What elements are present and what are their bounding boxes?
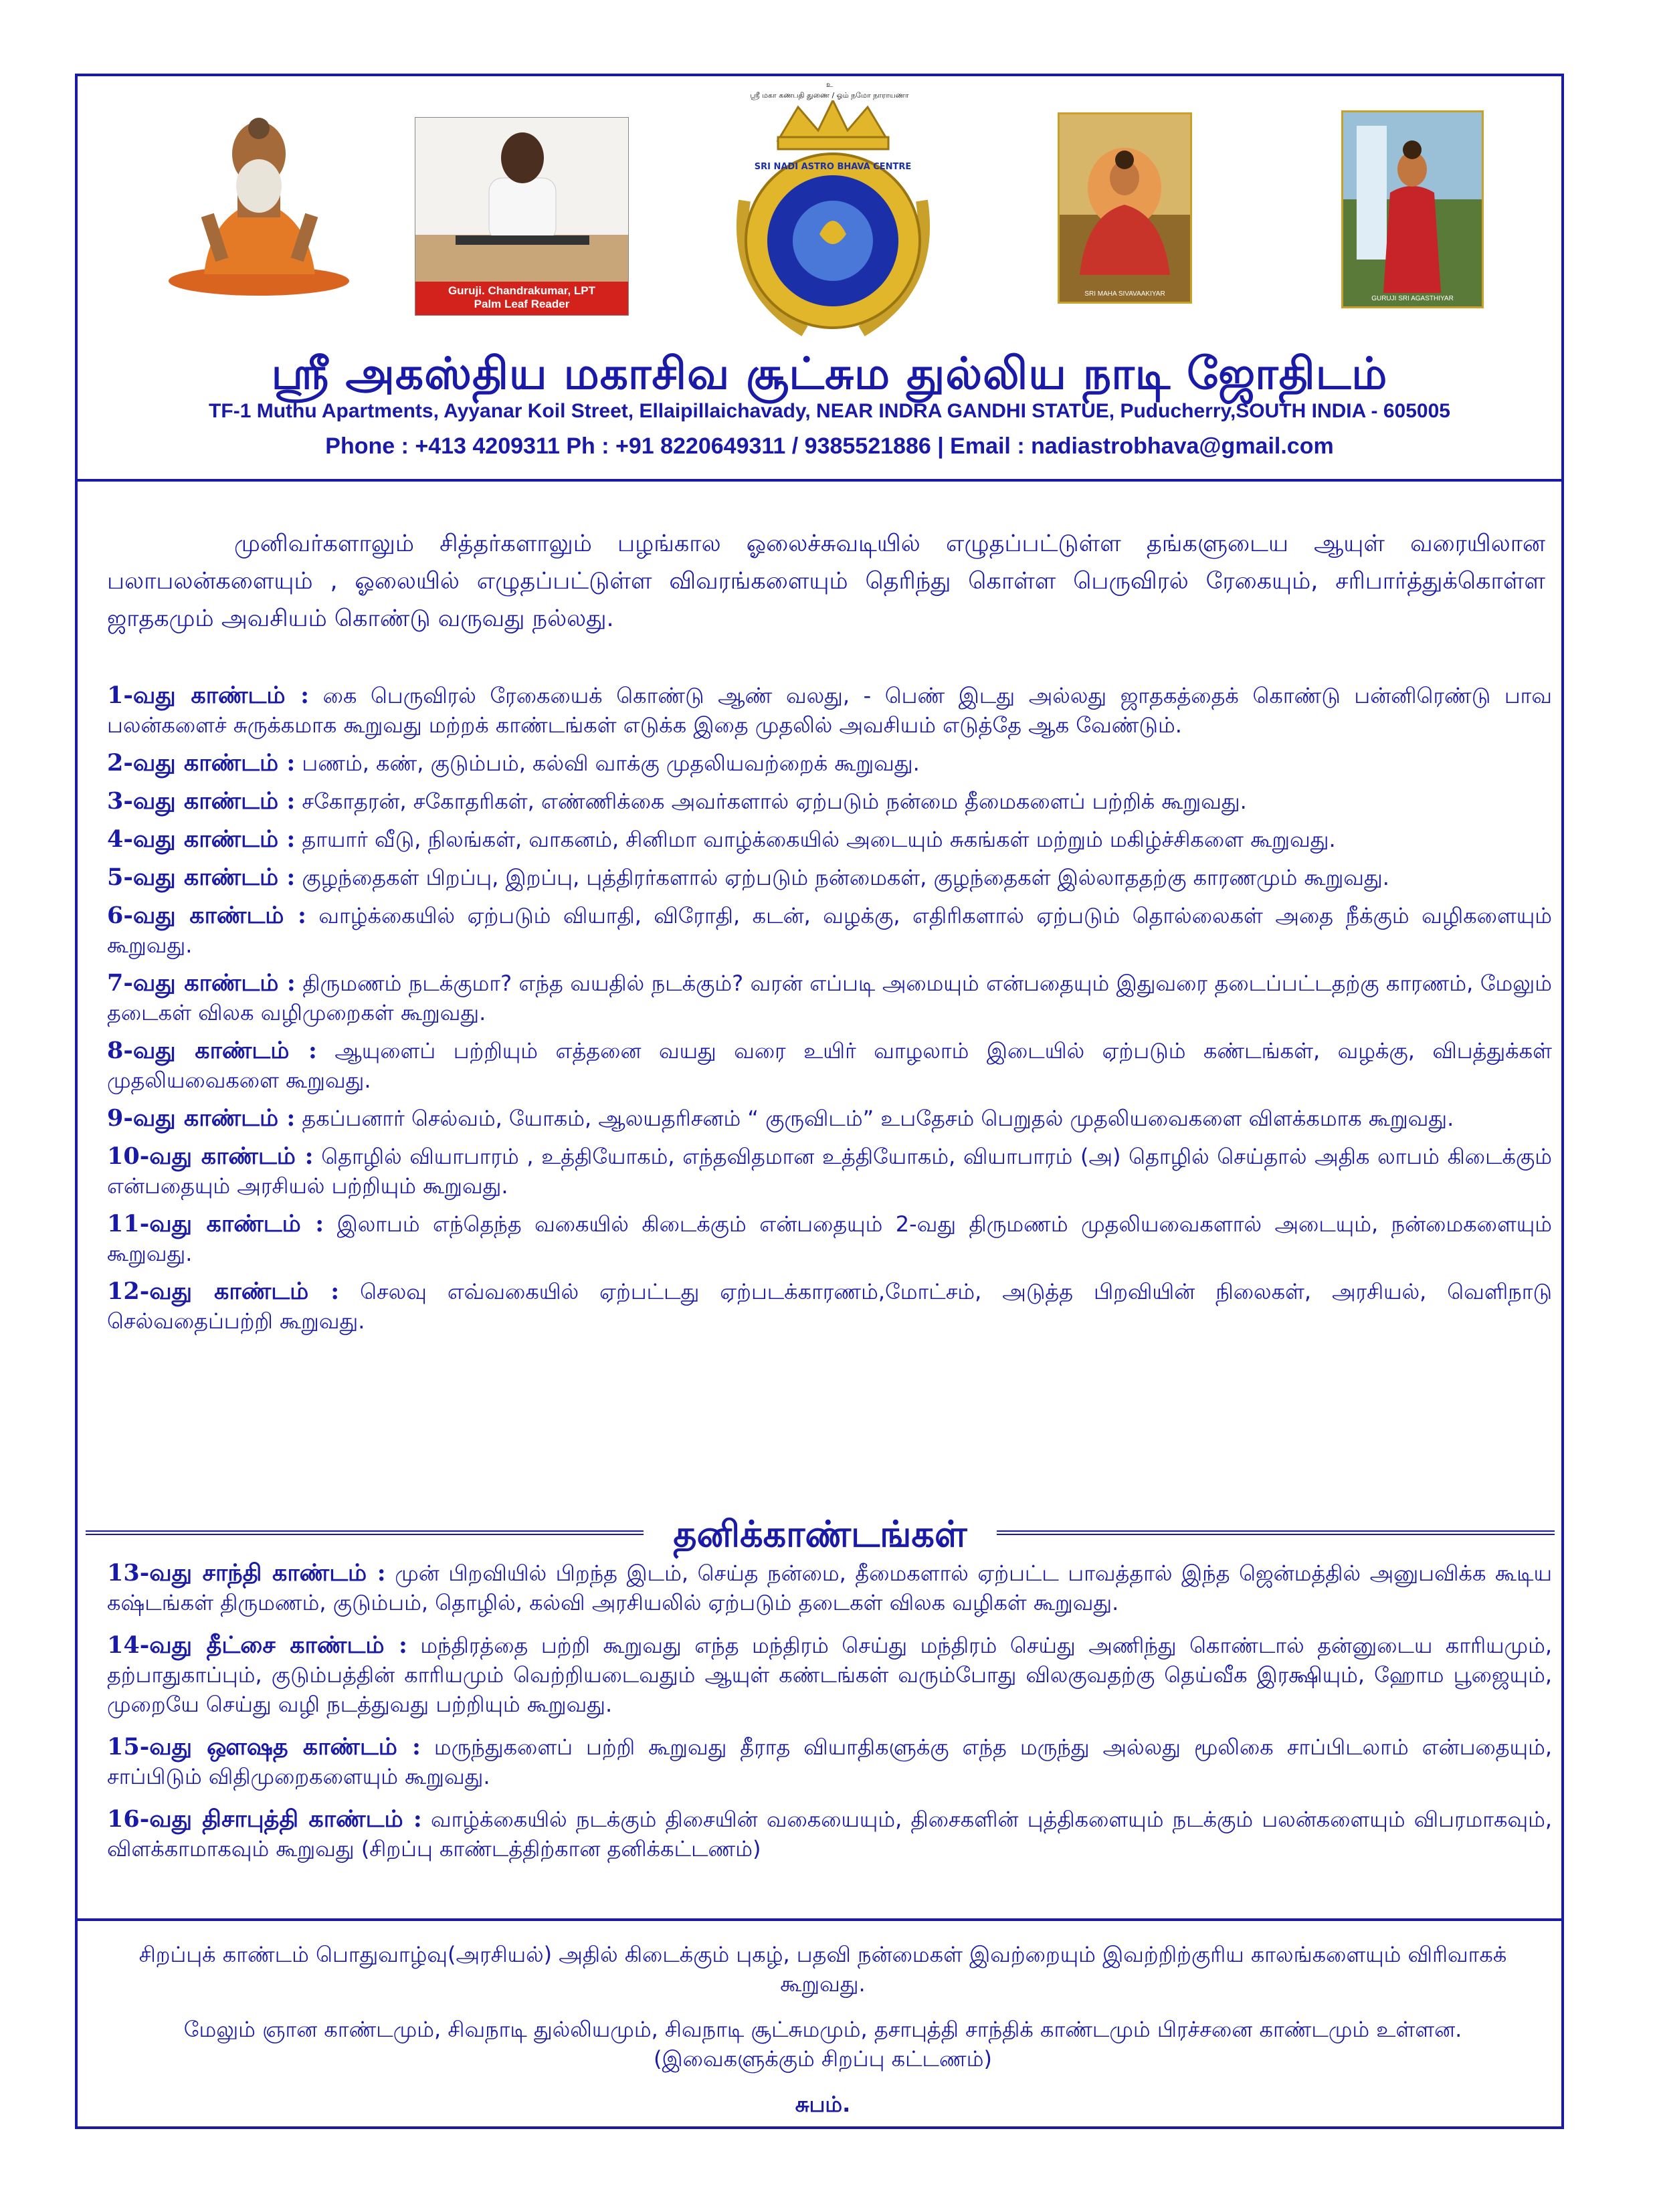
- kandam-item: [107, 787, 1552, 816]
- kandam-item: [107, 863, 1552, 892]
- svg-text:SRI NADI ASTRO BHAVA CENTRE: SRI NADI ASTRO BHAVA CENTRE: [754, 162, 912, 172]
- centre-logo: [704, 100, 962, 351]
- kandam-item: [107, 901, 1552, 960]
- kandam-item: [107, 748, 1552, 778]
- kandam-text: மந்திரத்தை பற்றி கூறுவது எந்த மந்திரம் செய்து மந்திரம் செய்து அணிந்து கொண்டால் தன்னுடைய காரியமும், தற்பாதுகாப்பும், குடும்பத்தின் காரியமும் வெற்றியடைவதும் ஆயுள் கண்டங்கள் வரும்போது விலகுவதற்கு தெய்வீக இரக்ஷியும், ஹோம பூஜையும், முறையே செய்து வழி நடத்துவது பற்றியும் கூறுவது.: [107, 1633, 1553, 1717]
- kandam-label: 3-வது காண்டம் :: [107, 787, 296, 815]
- kandam-text: குழந்தைகள் பிறப்பு, இறப்பு, புத்திரர்களால் ஏற்படும் நன்மைகள், குழந்தைகள் இல்லாததற்கு காரணமும் கூறுவது.: [295, 865, 1389, 890]
- guruji-caption: Guruji. Chandrakumar, LPT Palm Leaf Reader: [415, 282, 628, 315]
- kandam-text: ஆயுளைப் பற்றியும் எத்தனை வயது வரை உயிர் வாழலாம் இடையில் ஏற்படும் கண்டங்கள், வழக்கு, விபத்துக்கள் முதலியவைகளை கூறுவது.: [107, 1038, 1552, 1093]
- top-invocation-text: ஸ்ரீ மகா கணபதி துணை / ஓம் நமோ நாராயணா: [750, 91, 909, 100]
- header-divider: [75, 479, 1564, 482]
- guruji-photo: [415, 117, 629, 316]
- kandam-label: 2-வது காண்டம் :: [107, 749, 296, 777]
- footer-divider: [75, 1918, 1564, 1921]
- kandam-label: 4-வது காண்டம் :: [107, 825, 296, 853]
- contact-line: Phone : +413 4209311 Ph : +91 8220649311 / 9385521886 | Email : nadiastrobhava@gmail.com: [325, 433, 1334, 459]
- kandam-item: [107, 969, 1552, 1027]
- address-line: TF-1 Muthu Apartments, Ayyanar Koil Street, Ellaipillaichavady, NEAR INDRA GANDHI STATUE, Puducherry,SOUTH INDIA - 605005: [209, 400, 1450, 422]
- kandam-item: [107, 1631, 1552, 1719]
- top-invocation-symbol: உ: [826, 80, 833, 89]
- kandam-label: 16-வது திசாபுத்தி காண்டம் :: [107, 1805, 422, 1833]
- special-kandam-list: [107, 1559, 1552, 1877]
- kandam-item: [107, 1732, 1552, 1791]
- kandam-text: சகோதரன், சகோதரிகள், எண்ணிக்கை அவர்களால் ஏற்படும் நன்மை தீமைகளைப் பற்றிக் கூறுவது.: [295, 789, 1247, 814]
- sage-portrait-photo: [164, 114, 355, 298]
- kandam-item: [107, 1559, 1552, 1617]
- agasthiyar-caption: GURUJI SRI AGASTHIYAR: [1371, 295, 1454, 302]
- kandam-label: 9-வது காண்டம் :: [107, 1104, 296, 1132]
- kandam-label: 11-வது காண்டம் :: [107, 1210, 324, 1237]
- kandam-item: [107, 1104, 1552, 1133]
- page-title: ஸ்ரீ அகஸ்திய மகாசிவ சூட்சும துல்லிய நாடி ஜோதிடம்: [271, 348, 1388, 399]
- kandam-item: [107, 1036, 1552, 1095]
- kandam-text: மருந்துகளைப் பற்றி கூறுவது தீராத வியாதிகளுக்கு எந்த மருந்து அல்லது மூலிகை சாப்பிடலாம் என்பதையும், சாப்பிடும் விதிமுறைகளையும் கூறுவது.: [107, 1734, 1552, 1789]
- kandam-text: கை பெருவிரல் ரேகையைக் கொண்டு ஆண் வலது, - பெண் இடது அல்லது ஜாதகத்தைக் கொண்டு பன்னிரெண்டு பாவ பலன்களைச் சுருக்கமாக கூறுவது மற்றக் காண்டங்கள் எடுக்க இதை முதலில் அவசியம் எடுத்தே ஆக வேண்டும்.: [107, 683, 1553, 738]
- kandam-text: இலாபம் எந்தெந்த வகையில் கிடைக்கும் என்பதையும் 2-வது திருமணம் முதலியவைகளால் அடையும், நன்மைகளையும் கூறுவது.: [107, 1211, 1553, 1266]
- agasthiyar-photo: [1341, 110, 1484, 308]
- kandam-text: தாயார் வீடு, நிலங்கள், வாகனம், சினிமா வாழ்க்கையில் அடையும் சுகங்கள் மற்றும் மகிழ்ச்சிகளை கூறுவது.: [295, 827, 1336, 852]
- kandam-label: 7-வது காண்டம் :: [107, 969, 296, 997]
- footer-paragraph-1: சிறப்புக் காண்டம் பொதுவாழ்வு(அரசியல்) அதில் கிடைக்கும் புகழ், பதவி நன்மைகள் இவற்றையும் இவற்றிற்குரிய காலங்களையும் விரிவாகக் கூறுவது.: [138, 1942, 1507, 1997]
- kandam-item: [107, 825, 1552, 854]
- kandam-item: [107, 1142, 1552, 1201]
- kandam-item: [107, 1805, 1552, 1864]
- kandam-label: 6-வது காண்டம் :: [107, 902, 306, 929]
- kandam-label: 8-வது காண்டம் :: [107, 1037, 317, 1064]
- kandam-text: வாழ்க்கையில் ஏற்படும் வியாதி, விரோதி, கடன், வழக்கு, எதிரிகளால் ஏற்படும் தொல்லைகள் அதை நீக்கும் வழிகளையும் கூறுவது.: [107, 903, 1553, 958]
- kandam-label: 15-வது ஔஷத காண்டம் :: [107, 1733, 421, 1761]
- kandam-label: 12-வது காண்டம் :: [107, 1278, 340, 1305]
- kandam-item: [107, 681, 1552, 740]
- kandam-label: 10-வது காண்டம் :: [107, 1142, 314, 1170]
- kandam-text: செலவு எவ்வகையில் ஏற்பட்டது ஏற்படக்காரணம்,மோட்சம், அடுத்த பிறவியின் நிலைகள், அரசியல், வெளிநாடு செல்வதைப்பற்றி கூறுவது.: [107, 1279, 1553, 1334]
- kandam-text: தொழில் வியாபாரம் , உத்தியோகம், எந்தவிதமான உத்தியோகம், வியாபாரம் (அ) தொழில் செய்தால் அதிக லாபம் கிடைக்கும் என்பதையும் அரசியல் பற்றியும் கூறுவது.: [107, 1144, 1553, 1199]
- sivavaakiyar-caption: SRI MAHA SIVAVAAKIYAR: [1084, 290, 1165, 298]
- section-header: [86, 1513, 1555, 1553]
- section-title: தனிக்காண்டங்கள்: [661, 1513, 979, 1555]
- kandam-item: [107, 1209, 1552, 1268]
- intro-paragraph: [107, 525, 1545, 637]
- kandam-list: [107, 681, 1552, 1344]
- kandam-label: 5-வது காண்டம் :: [107, 864, 296, 891]
- kandam-text: முன் பிறவியில் பிறந்த இடம், செய்த நன்மை, தீமைகளால் ஏற்பட்ட பாவத்தால் இந்த ஜென்மத்தில் அனுபவிக்க கூடிய கஷ்டங்கள் திருமணம், குடும்பம், தொழில், கல்வி அரசியலில் ஏற்படும் தடைகள் விலக வழிகள் கூறுவது.: [107, 1561, 1553, 1615]
- kandam-label: 1-வது காண்டம் :: [107, 682, 310, 709]
- kandam-text: தகப்பனார் செல்வம், யோகம், ஆலயதரிசனம் “ குருவிடம்” உபதேசம் பெறுதல் முதலியவைகளை விளக்கமாக கூறுவது.: [295, 1106, 1454, 1131]
- kandam-text: திருமணம் நடக்குமா? எந்த வயதில் நடக்கும்? வரன் எப்படி அமையும் என்பதையும் இதுவரை தடைப்பட்டதற்கு காரணம், மேலும் தடைகள் விலக வழிமுறைகள் கூறுவது.: [107, 971, 1553, 1025]
- closing-word: சுபம்.: [795, 2092, 851, 2117]
- kandam-label: 13-வது சாந்தி காண்டம் :: [107, 1559, 386, 1587]
- kandam-label: 14-வது தீட்சை காண்டம் :: [107, 1631, 407, 1659]
- footer-paragraph-2: மேலும் ஞான காண்டமும், சிவநாடி துல்லியமும், சிவநாடி சூட்சுமமும், தசாபுத்தி சாந்திக் காண்டமும் பிரச்சனை காண்டமும் உள்ளன.(இவைகளுக்கும் சிறப்பு கட்டணம்): [183, 2017, 1462, 2072]
- footer: [120, 1940, 1525, 2135]
- kandam-text: வாழ்க்கையில் நடக்கும் திசையின் வகையையும், திசைகளின் புத்திகளையும் நடக்கும் பலன்களையும் விபரமாகவும், விளக்காமாகவும் கூறுவது (சிறப்பு காண்டத்திற்கான தனிக்கட்டணம்): [107, 1807, 1553, 1862]
- sivavaakiyar-photo: [1058, 112, 1192, 304]
- kandam-text: பணம், கண், குடும்பம், கல்வி வாக்கு முதலியவற்றைக் கூறுவது.: [295, 750, 920, 776]
- intro-text: முனிவர்களாலும் சித்தர்களாலும் பழங்கால ஓலைச்சுவடியில் எழுதப்பட்டுள்ள தங்களுடைய ஆயுள் வரையிலான பலாபலன்களையும் , ஓலையில் எழுதப்பட்டுள்ள விவரங்களையும் தெரிந்து கொள்ள பெருவிரல் ரேகையும், சரிபார்த்துக்கொள்ள ஜாதகமும் அவசியம் கொண்டு வருவது நல்லது.: [107, 530, 1545, 632]
- kandam-item: [107, 1277, 1552, 1336]
